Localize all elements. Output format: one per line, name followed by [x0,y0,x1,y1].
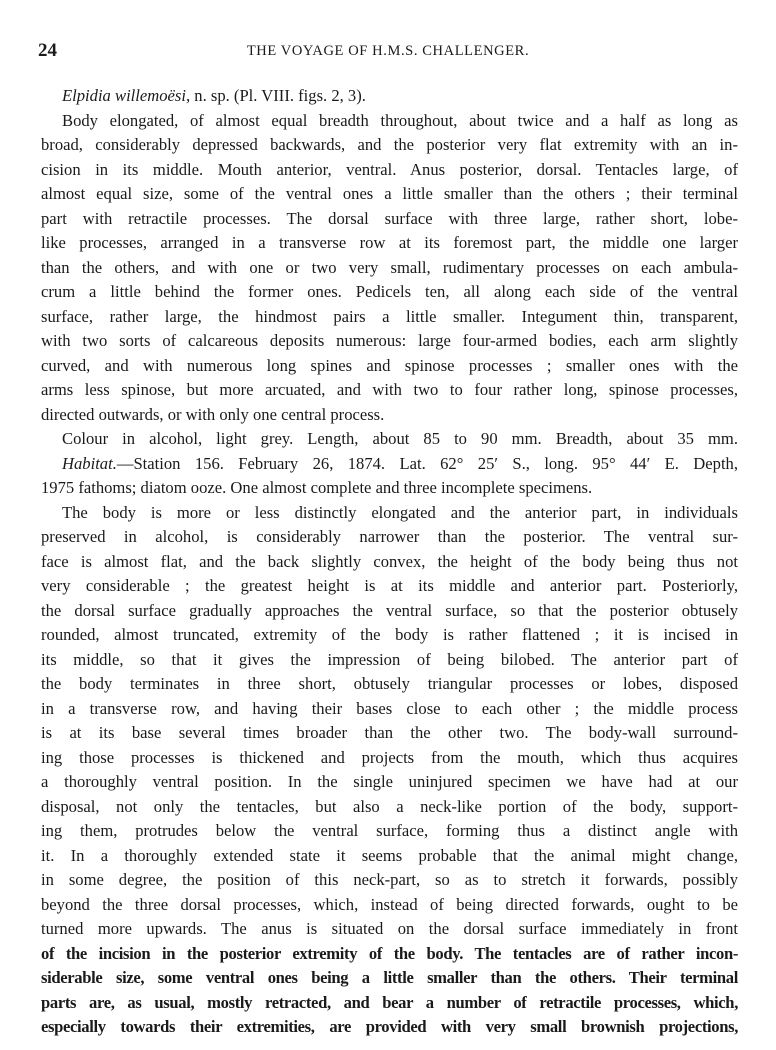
text-line: ing them, protrudes below the ventral surface, forming thus a distinct angle with [41,821,738,840]
text-line: part with retractile processes. The dorsal surface with three large, rather short, lobe- [41,208,738,228]
text-line: very considerable ; the greatest height is at its middle and anterior part. Posteriorly, [41,576,738,595]
text-line: cision in its middle. Mouth anterior, ventral. Anus posterior, dorsal. Tentacles large, of [41,159,738,179]
text-line: the body terminates in three short, obtusely triangular processes or lobes, disposed [41,674,738,693]
text-line: broad, considerably depressed backwards, and the posterior very flat extremity with an in- [41,135,738,154]
habitat-text: —Station 156. February 26, 1874. Lat. 62° 25′ S., long. 95° 44′ E. Depth, [116,453,738,473]
text-line: turned more upwards. The anus is situated on the dorsal surface immediately in front [41,919,738,938]
text-line: arms less spinose, but more arcuated, and with two to four rather long, spinose processes, [41,380,738,399]
paragraph-description [41,109,738,428]
text-line: almost equal size, some of the ventral ones a little smaller than the others ; their terminal [41,184,738,203]
text-line: than the others, and with one or two very small, rudimentary processes on each ambula- [41,257,738,277]
page-number: 24 [38,40,57,61]
text-line: is at its base several times broader than the other two. The body-wall surround- [41,723,738,742]
text-line: in a transverse row, and having their bases close to each other ; the middle process [41,698,738,718]
text-line: the dorsal surface gradually approaches the ventral surface, so that the posterior obtusely [41,600,738,620]
text-line: ing those processes is thickened and projects from the mouth, which thus acquires [41,747,738,767]
text-line: in some degree, the position of this neck-part, so as to stretch it forwards, possibly [41,870,738,889]
text-line: The body is more or less distinctly elongated and the anterior part, in individuals [62,502,738,522]
species-name: Elpidia willemoësi [62,86,186,105]
text-line: its middle, so that it gives the impression of being bilobed. The anterior part of [41,649,738,669]
species-heading [41,84,738,109]
text-line: like processes, arranged in a transverse row at its foremost part, the middle one larger [41,233,738,252]
text-line: a thoroughly ventral position. In the single uninjured specimen we have had at our [41,772,738,791]
text-line: directed outwards, or with only one central process. [41,404,385,424]
page-body [41,84,738,1040]
species-reference: , n. sp. (Pl. VIII. figs. 2, 3). [185,86,366,105]
habitat-line: 1975 fathoms; diatom ooze. One almost complete and three incomplete specimens. [41,478,593,497]
habitat-line [41,452,738,477]
text-line: surface, rather large, the hindmost pairs a little smaller. Integument thin, transparent, [41,306,738,326]
text-line: preserved in alcohol, is considerably narrower than the posterior. The ventral sur- [41,527,738,546]
text-line: of the incision in the posterior extremity of the body. The tentacles are of rather incon- [41,943,738,963]
paragraph-habitat [41,452,738,501]
text-line: siderable size, some ventral ones being a little smaller than the others. Their terminal [41,968,738,987]
text-line: disposal, not only the tentacles, but also a neck-like portion of the body, support- [41,796,738,816]
text-line: beyond the three dorsal processes, which, instead of being directed forwards, ought to be [41,894,738,914]
text-line: Body elongated, of almost equal breadth throughout, about twice and a half as long as [62,110,738,130]
paragraph-colour: Colour in alcohol, light grey. Length, about 85 to 90 mm. Breadth, about 35 mm. [62,429,738,448]
text-line: parts are, as usual, mostly retracted, and bear a number of retractile processes, which, [41,992,738,1012]
text-line: curved, and with numerous long spines and spinose processes ; smaller ones with the [41,355,738,375]
page-header [38,40,738,64]
text-line: especially towards their extremities, are provided with very small brownish projections, [41,1017,738,1036]
text-line: rounded, almost truncated, extremity of the body is rather flattened ; it is incised in [41,625,738,644]
habitat-label: Habitat. [62,453,117,473]
text-line: crum a little behind the former ones. Pedicels ten, all along each side of the ventral [41,282,738,301]
text-line: face is almost flat, and the back slightly convex, the height of the body being thus not [41,551,738,571]
text-line: it. In a thoroughly extended state it seems probable that the animal might change, [41,845,738,865]
running-title: THE VOYAGE OF H.M.S. CHALLENGER. [246,43,530,59]
text-line: with two sorts of calcareous deposits numerous: large four-armed bodies, each arm slightly [41,331,738,350]
paragraph-body-description [41,501,738,1040]
